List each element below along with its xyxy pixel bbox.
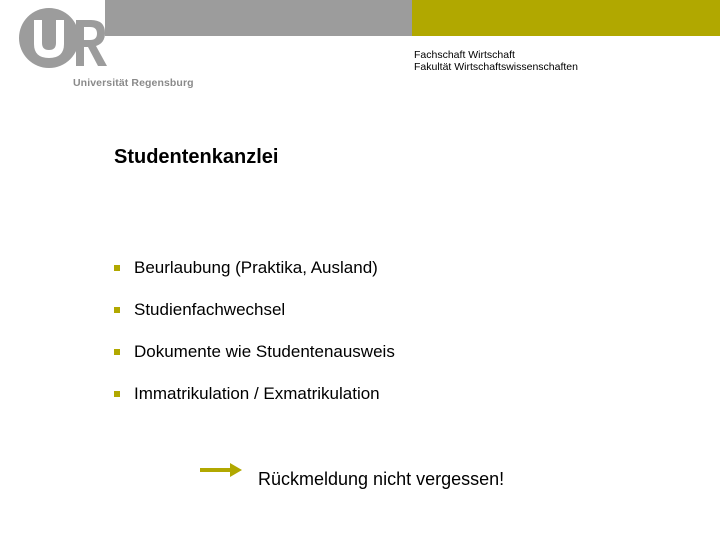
bullet-square-icon [114, 349, 120, 355]
bullet-text: Studienfachwechsel [134, 300, 286, 319]
reminder-note: Rückmeldung nicht vergessen! [258, 469, 505, 489]
list-item [114, 258, 395, 300]
list-item [114, 300, 395, 342]
bullet-list [114, 258, 395, 426]
slide-title: Studentenkanzlei [114, 146, 279, 168]
header-olive-bar [412, 0, 720, 36]
list-item [114, 342, 395, 384]
list-item [114, 384, 395, 426]
university-name: Universität Regensburg [73, 77, 194, 89]
header-faculty: Fakultät Wirtschaftswissenschaften [414, 61, 578, 73]
header-org: Fachschaft Wirtschaft [414, 49, 515, 61]
bullet-text: Immatrikulation / Exmatrikulation [134, 384, 380, 403]
bullet-text: Beurlaubung (Praktika, Ausland) [134, 258, 378, 277]
bullet-square-icon [114, 307, 120, 313]
arrow-right-icon [200, 462, 242, 478]
bullet-square-icon [114, 391, 120, 397]
bullet-text: Dokumente wie Studentenausweis [134, 342, 395, 361]
bullet-square-icon [114, 265, 120, 271]
header-text [414, 49, 578, 73]
